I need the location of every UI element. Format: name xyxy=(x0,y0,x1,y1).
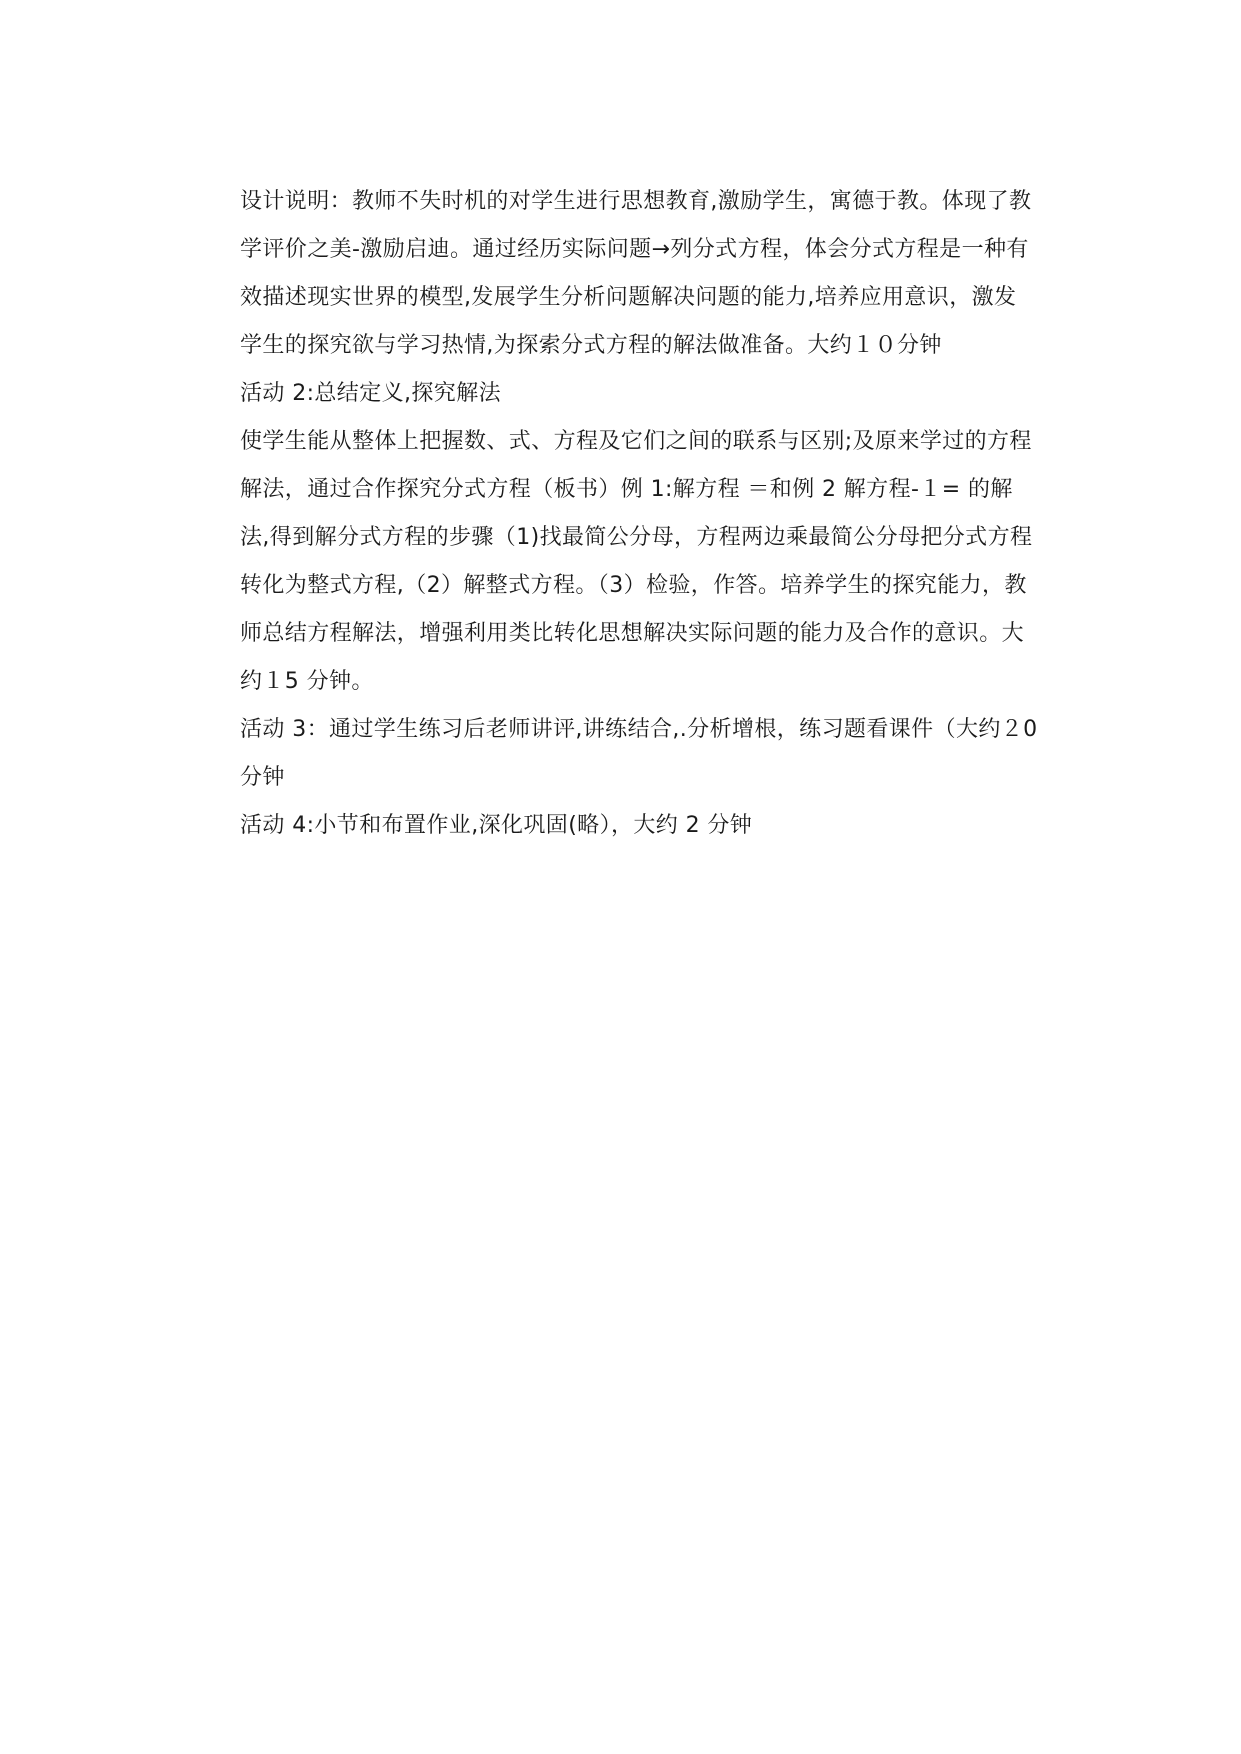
document-body xyxy=(240,178,1048,850)
paragraph-line: 设计说明：教师不失时机的对学生进行思想教育,激励学生，寓德于教。体现了教 xyxy=(240,189,1032,214)
paragraph-line: 转化为整式方程,（2）解整式方程。（3）检验，作答。培养学生的探究能力，教 xyxy=(240,573,1027,598)
paragraph-line: 学评价之美-激励启迪。通过经历实际问题→列分式方程，体会分式方程是一种有 xyxy=(240,237,1029,262)
paragraph-line: 使学生能从整体上把握数、式、方程及它们之间的联系与区别;及原来学过的方程 xyxy=(240,429,1032,454)
section-heading: 活动 2:总结定义,探究解法 xyxy=(240,381,501,406)
paragraph-line: 师总结方程解法，增强利用类比转化思想解决实际问题的能力及合作的意识。大 xyxy=(240,621,1025,646)
section-heading: 活动 3：通过学生练习后老师讲评,讲练结合,.分析增根，练习题看课件（大约２0 xyxy=(240,717,1038,742)
paragraph-line: 分钟 xyxy=(240,765,285,790)
paragraph-line: 效描述现实世界的模型,发展学生分析问题解决问题的能力,培养应用意识，激发 xyxy=(240,285,1017,310)
section-heading: 活动 4:小节和布置作业,深化巩固(略），大约 2 分钟 xyxy=(240,813,753,838)
paragraph-line: 解法，通过合作探究分式方程（板书）例 1:解方程 ＝和例 2 解方程-１= 的解 xyxy=(240,477,1013,502)
paragraph-line: 法,得到解分式方程的步骤（1)找最简公分母，方程两边乘最简公分母把分式方程 xyxy=(240,525,1033,550)
paragraph-line: 学生的探究欲与学习热情,为探索分式方程的解法做准备。大约１０分钟 xyxy=(240,333,942,358)
paragraph-line: 约１5 分钟。 xyxy=(240,669,374,694)
